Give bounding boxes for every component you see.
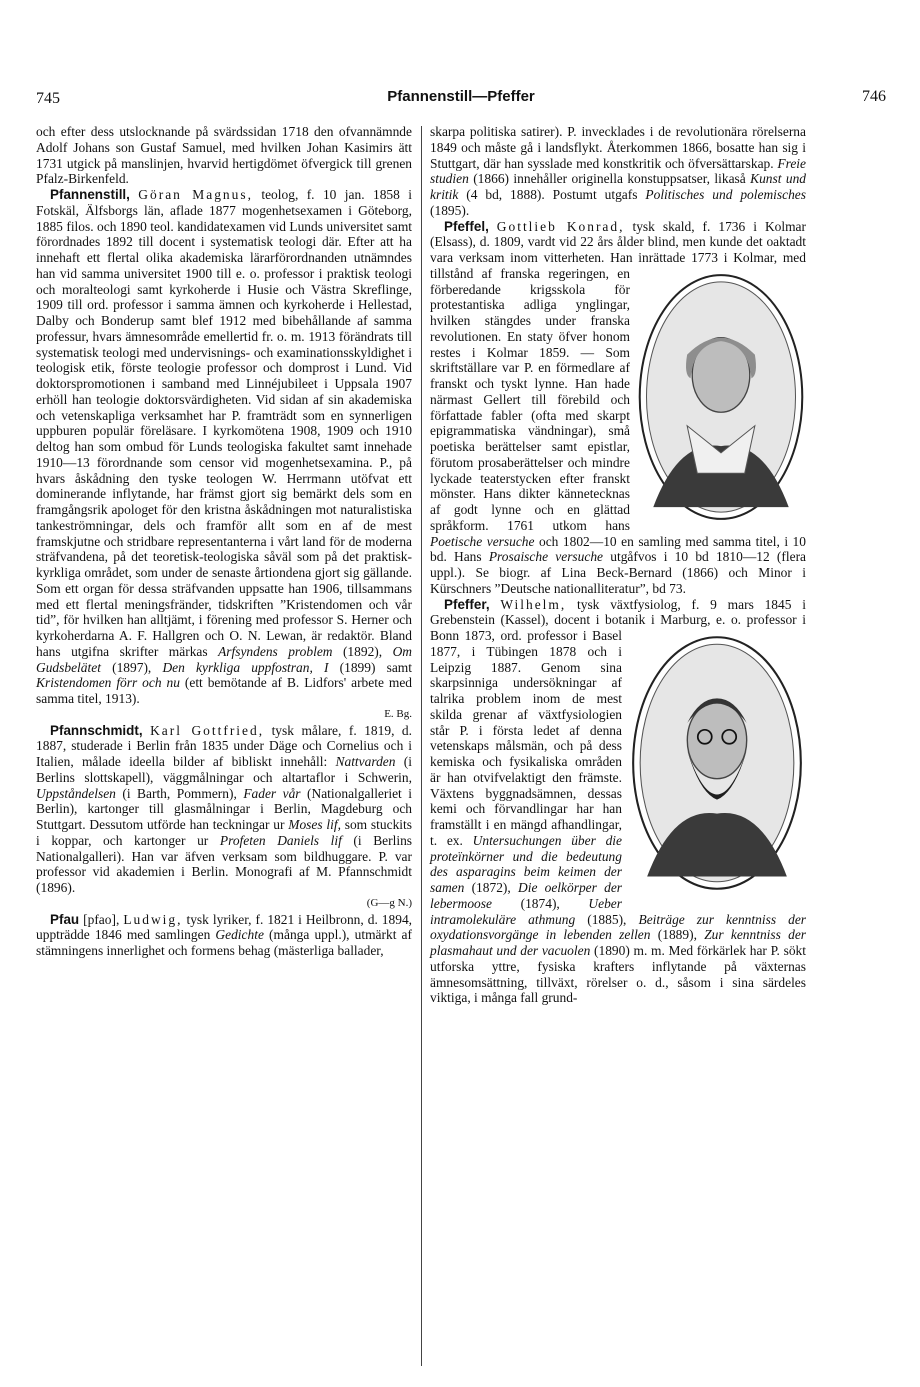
- entry-pfannschmidt: Pfannschmidt, Karl Gottfried, tysk målare, f. 1819, d. 1887, studerade i Berlin från 1835 under Däge och Cornelius och i Italien, målade ideella bilder af bibliskt innehåll: Nattvarden (i Berlins slottskapell), väggmålningar och altartaflor i Schwerin, Uppståndelsen (i Barth, Pommern), Fader vår (Nationalgalleriet i Berlin), kartonger till glasmålningar i Berlin, Magdeburg och Stuttgart. Dessutom utförde han teckningar ur Moses lif, som stuckits i koppar, och kartonger ur Profeten Daniels lif (i Berlins Nationalgalleri). Han var äfven verksam som bildhuggare. P. var professor vid akademien i Berlin. Monografi af M. Pfannschmidt (1896). (G—g N.): [36, 723, 412, 912]
- column-divider: [421, 126, 422, 1366]
- entry-name: Ludwig,: [123, 911, 183, 927]
- headword: Pfeffel,: [444, 218, 489, 234]
- entry-name: Wilhelm,: [500, 596, 567, 612]
- left-column: [36, 124, 412, 959]
- paragraph-continuation: och efter dess utslocknande på svärdssidan 1718 den ofvannämnde Adolf Johans son Gustaf Samuel, med hvilken Johan Kasimirs ätt 1731 utgick på manslinjen, hvarvid hertigdömet öfvergick till grenen Pfalz-Birkenfeld.: [36, 124, 412, 187]
- page-number-left: 745: [36, 90, 60, 107]
- headword: Pfannenstill,: [50, 187, 130, 202]
- page-number-right: 746: [862, 88, 886, 105]
- entry-name: Göran Magnus,: [138, 187, 253, 202]
- entry-name: Karl Gottfried,: [150, 722, 265, 738]
- paragraph-continuation: skarpa politiska satirer). P. invecklades i de revolutionära rörelserna 1849 och måste gå i landsflykt. Återkommen 1866, bosatte han sig i Stuttgart, där han sysslade med konstkritik och öfversättarskap. Freie studien (1866) innehåller originella konstuppsatser, likaså Kunst und kritik (4 bd, 1888). Postumt utgafs Politisches und polemisches (1895).: [430, 124, 807, 218]
- portrait-pfeffel: [636, 270, 806, 524]
- entry-name: Gottlieb Konrad,: [496, 218, 625, 234]
- entry-pfannenstill: Pfannenstill, Göran Magnus, teolog, f. 10 jan. 1858 i Fotskäl, Älfsborgs län, aflade 1877 mogenhetsexamen i Göteborg, 1885 filos. och 1890 teol. kandidatexamen vid Lunds universitet samt förordnades 1892 till docent i systematisk teologi där. Efter att ha innehaft ett flertal olika akademiska lärarförordnanden utnämndes han vid samma universitet 1900 till e. o. professor i praktisk teologi och moralteologi samt kyrkoherde i Husie och Västra Skreflinge, 1909 till ord. professor i samma ämnen och kyrkoherde i Hellestad, Dalby och Bonderup samt blef 1912 med bibehållande af samma professur, hvars ämnesområde emellertid fr. o. m. 1913 förändrats till systematisk teologi med undervisnings- och examinationsskyldighet i teologisk etik, förste teologie professor och domprost i Lund. Vid doktorspromotionen i samband med Linnéjubileet i Uppsala 1907 erhöll han teologie doktorsvärdigheten. Vid sidan af sin akademiska och vetenskapliga verksamhet har P. framträdt som en synnerligen uppburen populär föreläsare. I kyrkomötena 1908, 1909 och 1910 deltog han som ombud för Lunds teologiska fakultet samt innehade 1910—13 förordnande som censor vid mogenhetsexamina. P., på hvars åskådning den tyske teologen W. Herrmann utöfvat ett dominerande inflytande, har främst gjort sig bemärkt dels som en framgångsrik apologet för den kristna åskådningen mot naturalistiska tankeströmningar, dels och framför allt som en af de mest framskjutne och stridbare representanterna i vårt land för de moderna sträfvandena, på det teoretisk-teologiska såväl som på det praktisk-kyrkliga området, som under de senaste årtiondena gjort sig gällande. Som ett organ för dessa sträfvanden uppsatte han 1906, tillsammans med ett flertal meningsfränder, tidskriften ”Kristendomen och vår tid”, för hvilken han alltjämt, i förening med professor S. Herner och kyrkoherdarna A. F. Hallgren och O. N. Lewan, är redaktör. Bland hans utgifna skrifter märkas Arfsyndens problem (1892), Om Gudsbelätet (1897), Den kyrkliga uppfostran, I (1899) samt Kristendomen förr och nu (ett bemötande af B. Lidfors' arbete med samma titel, 1913). E. Bg.: [36, 187, 412, 723]
- headword: Pfau: [50, 911, 80, 927]
- entry-pfeffel: Pfeffel, Gottlieb Konrad, tysk skald, f. 1736 i Kolmar (Elsass), d. 1809, vardt vid 22 års ålder blind, men kunde det oaktadt vara verksam inom vitterheten. Han inrättade 1773 i Kolmar, med tillstånd af franska regeringen, en förberedande krigsskola för protestantiska adliga ynglingar, hvilken stängdes under franska revolutionen. En staty öfver honom restes i Kolmar 1859. — Som skriftställare var P. en förmedlare af franskt och tyskt lynne. Han hade närmast Gellert till förebild och författade fabler (ofta med skarpt epigrammatiska vändningar), små poetiska berättelser samt epistlar, förutom prosaberättelser och mindre lyckade teaterstycken efter franskt mönster. Hans dikter kännetecknas af godt lynne och en glättad språkform. 1761 utkom hans Poetische versuche och 1802—10 en samling med samma titel, i 10 bd. Hans Prosaische versuche utgåfvos i 10 bd 1810—12 (flera uppl.). Se biogr. af Lina Beck-Bernard (1866) och Minor i Kürschners ”Deutsche nationalliteratur”, bd 73.: [430, 218, 807, 596]
- headword: Pfannschmidt,: [50, 722, 143, 738]
- author-signature: E. Bg.: [384, 707, 412, 720]
- portrait-pfeffer: [628, 632, 806, 894]
- headword: Pfeffer,: [444, 596, 490, 612]
- running-head: Pfannenstill—Pfeffer: [387, 88, 535, 105]
- entry-pfeffer: Pfeffer, Wilhelm, tysk växtfysiolog, f. 9 mars 1845 i Grebenstein (Kassel), docent i botanik i Marburg, e. o. professor i Bonn 1873, ord. professor i Basel 1877, i Tübingen 1878 och i Leipzig 1887. Genom sina skarpsinniga undersökningar af talrika problem inom de mest skilda grenar af växtfysiologien står P. i första ledet af denna vetenskaps målsmän, och på dess kemiska och fysikaliska områden är han otvifvelaktigt den främste. Växtens byggnadsämnen, dessas kemi och förvandlingar har han framställt i en mängd afhandlingar, t. ex. Untersuchungen über die proteïnkörner und die bedeutung des asparagins beim keimen der samen (1872), Die oelkörper der lebermoose (1874), Ueber intramolekuläre athmung (1885), Beiträge zur kenntniss der oxydationsvorgänge in lebenden zellen (1889), Zur kenntniss der plasmahaut und der vacuolen (1890) m. m. Med förkärlek har P. sökt utforska yttre, fysiska krafters inflytande på växternas ämnesomsättning, tillväxt, rörelser o. d., såsom i sina särdeles viktiga, i många fall grund-: [430, 596, 807, 1006]
- author-signature: (G—g N.): [366, 896, 412, 909]
- entry-pfau: Pfau [pfao], Ludwig, tysk lyriker, f. 1821 i Heilbronn, d. 1894, uppträdde 1846 med samlingen Gedichte (många uppl.), utmärkt af stämningens innerlighet och formens behag (mästerliga ballader,: [36, 911, 413, 958]
- right-column: [430, 124, 806, 1006]
- page-header: [36, 88, 886, 112]
